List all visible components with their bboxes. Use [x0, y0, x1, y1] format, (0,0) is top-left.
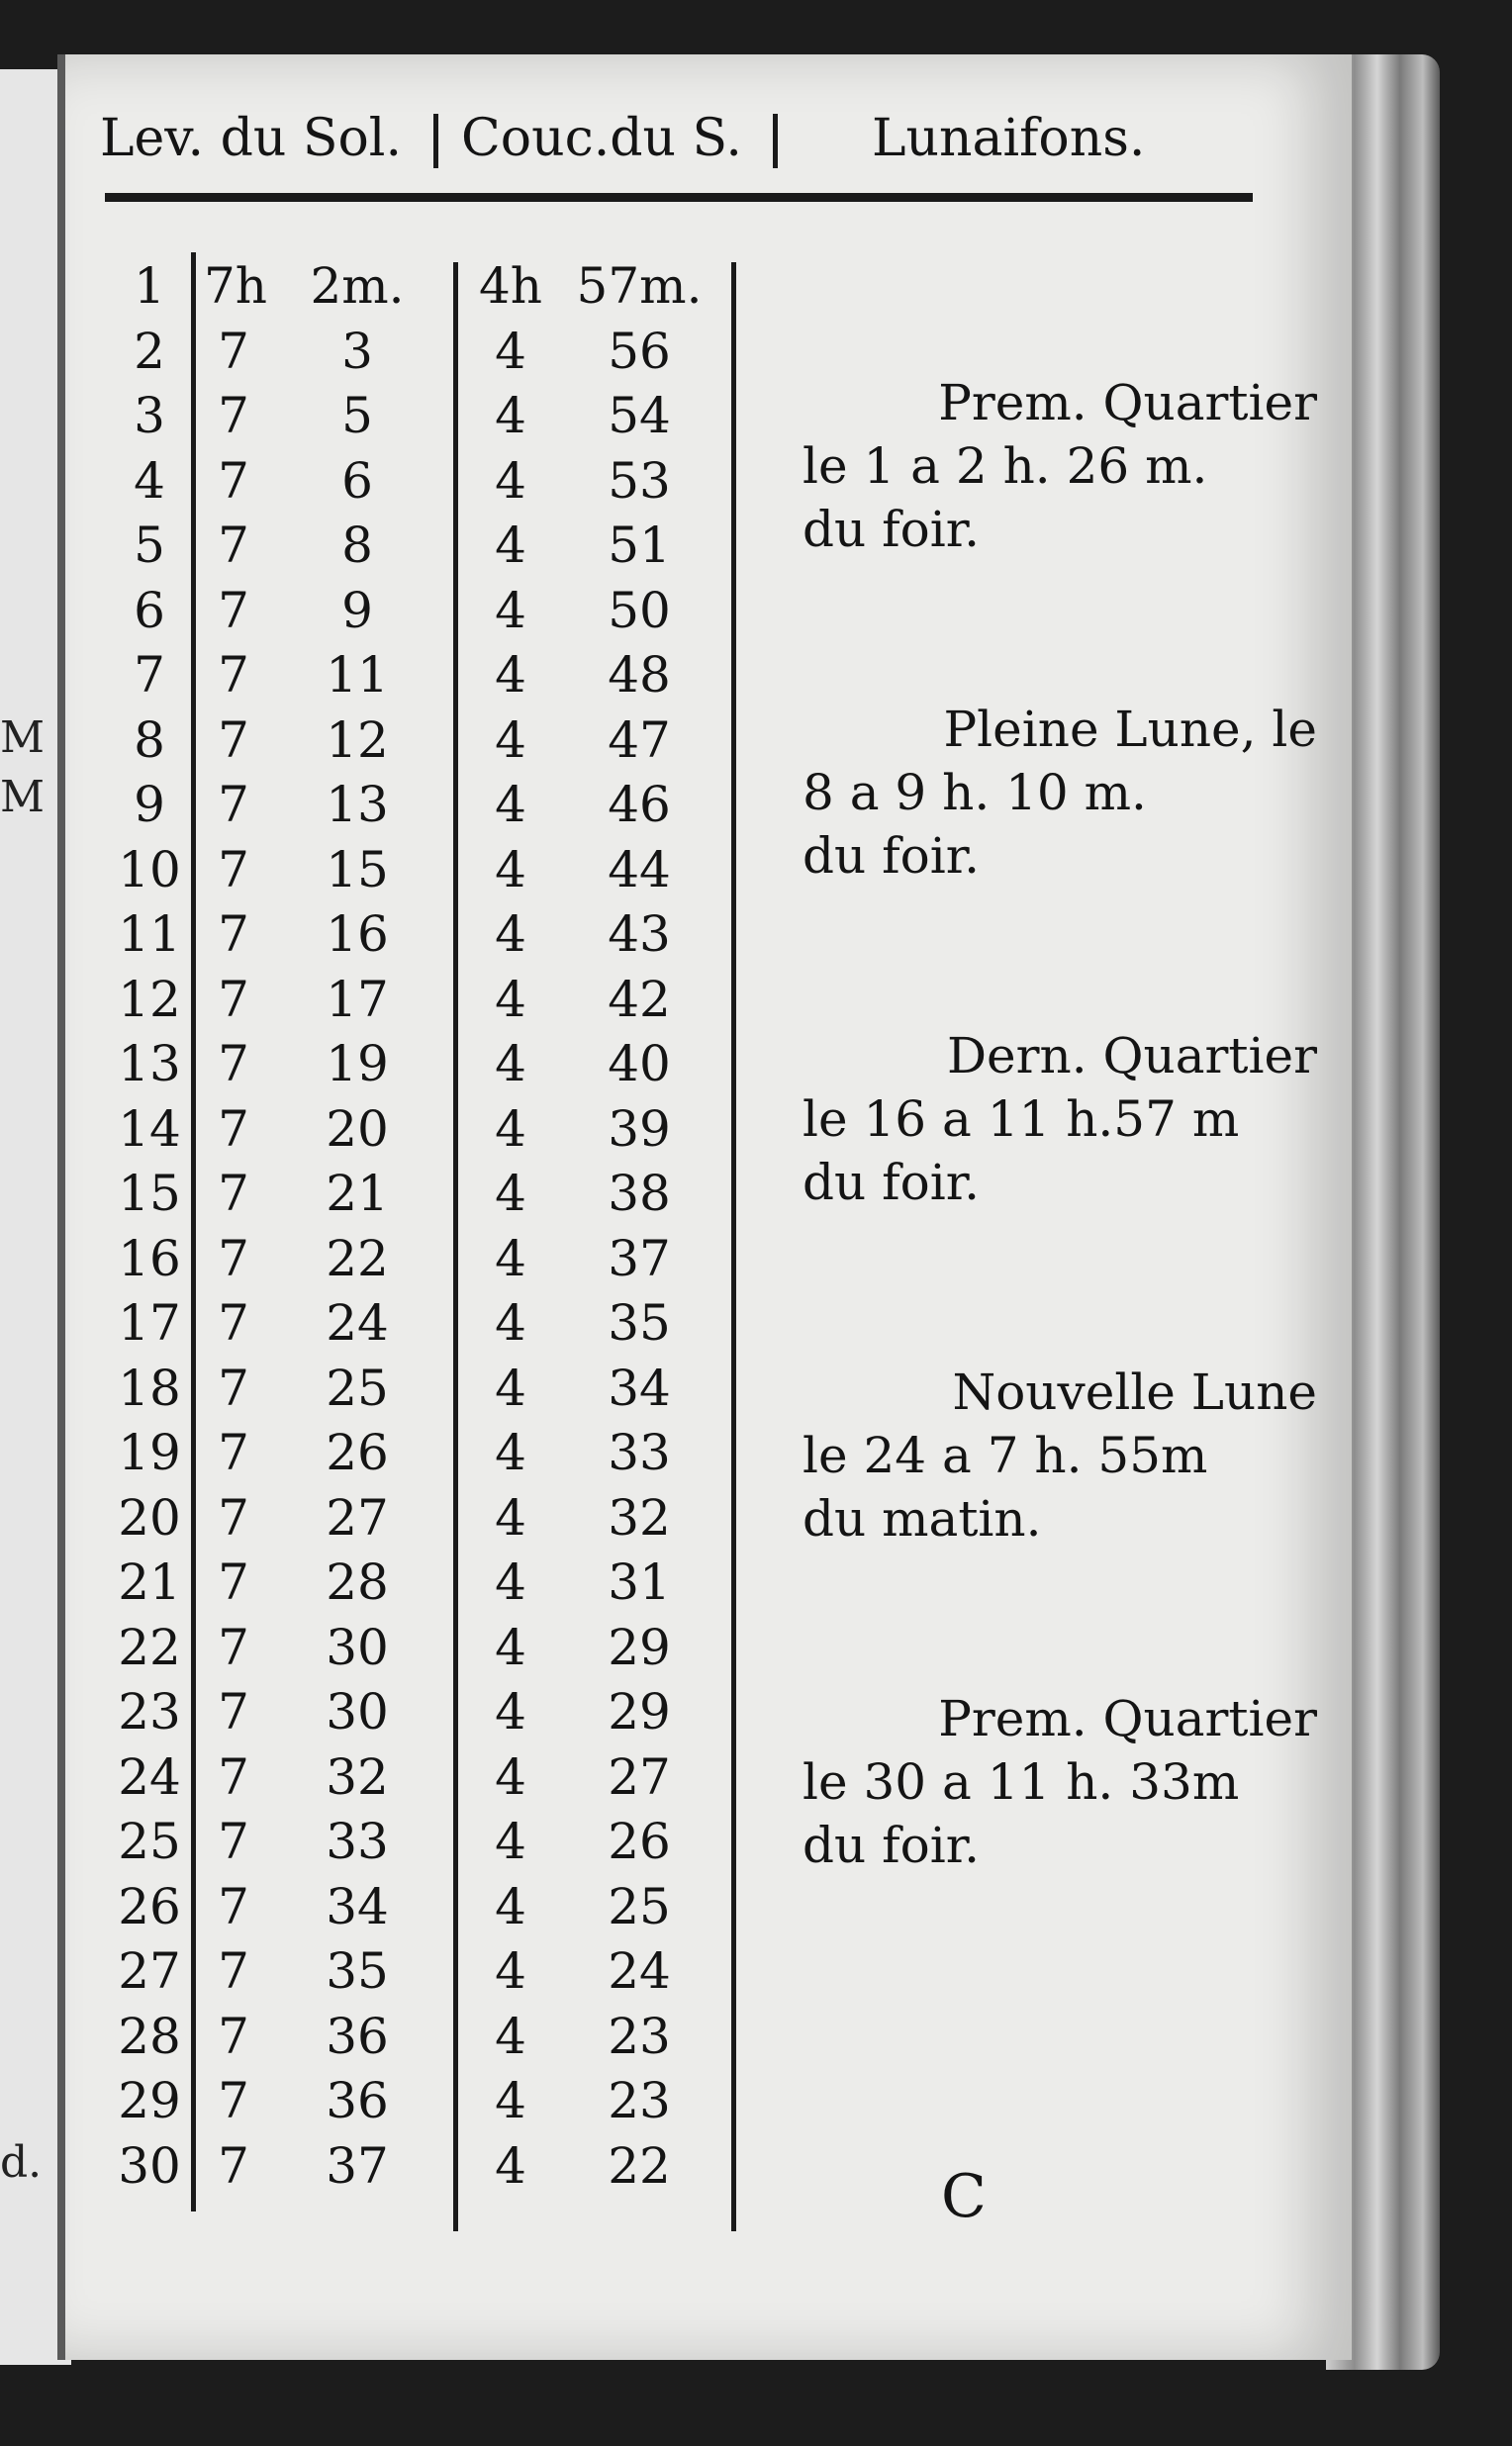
sunrise-hour: 7 — [218, 1294, 249, 1352]
table-row — [65, 1489, 758, 1553]
left-margin-letter: M — [0, 772, 46, 822]
sunset-hour: 4 — [495, 2072, 526, 2129]
sunset-minute: 57m. — [576, 257, 703, 315]
sunset-hour: 4h — [478, 257, 542, 315]
sunrise-hour: 7 — [218, 1747, 249, 1806]
phase-line: du foir. — [803, 1154, 981, 1211]
sunrise-minute: 13 — [326, 776, 389, 833]
sunrise-minute: 8 — [341, 517, 373, 574]
moon-phase-entry — [803, 1687, 1317, 1877]
table-row — [65, 711, 758, 776]
sunrise-minute: 30 — [326, 1618, 389, 1676]
phase-line: le 30 a 11 h. 33m — [803, 1753, 1240, 1811]
sunset-minute: 29 — [608, 1683, 671, 1740]
sunset-hour: 4 — [495, 710, 526, 769]
table-row — [65, 1878, 758, 1942]
sunset-minute: 51 — [608, 517, 671, 574]
sunset-hour: 4 — [495, 1683, 526, 1740]
sunrise-hour: 7 — [218, 387, 249, 444]
sunrise-minute: 34 — [326, 1877, 389, 1935]
table-row — [65, 646, 758, 710]
table-row — [65, 323, 758, 387]
table-row — [65, 2008, 758, 2072]
almanac-page — [57, 54, 1352, 2360]
sunset-minute: 46 — [608, 776, 671, 833]
table-row — [65, 452, 758, 517]
phase-title: Nouvelle Lune — [952, 1364, 1317, 1421]
header-moon-phases: Lunaifons. — [872, 109, 1146, 168]
sunrise-minute: 35 — [326, 1942, 389, 2000]
table-row — [65, 1683, 758, 1747]
day-number: 11 — [118, 905, 181, 963]
table-row — [65, 517, 758, 581]
day-number: 22 — [118, 1618, 181, 1676]
day-number: 30 — [118, 2136, 181, 2195]
sunrise-hour: 7 — [218, 646, 249, 704]
table-row — [65, 905, 758, 970]
table-row — [65, 257, 758, 322]
sunset-minute: 50 — [608, 581, 671, 639]
sunset-hour: 4 — [495, 1229, 526, 1287]
day-number: 18 — [118, 1359, 181, 1417]
day-number: 7 — [134, 646, 165, 704]
sunrise-minute: 28 — [326, 1553, 389, 1611]
sunset-minute: 54 — [608, 387, 671, 444]
sunrise-hour: 7 — [218, 1229, 249, 1287]
sunset-minute: 39 — [608, 1099, 671, 1158]
phase-title: Prem. Quartier — [938, 374, 1317, 431]
sunrise-minute: 16 — [326, 905, 389, 963]
day-number: 4 — [134, 451, 165, 510]
header-separator — [433, 114, 438, 168]
sunrise-minute: 20 — [326, 1099, 389, 1158]
sunset-minute: 23 — [608, 2007, 671, 2065]
table-row — [65, 1165, 758, 1229]
day-number: 3 — [134, 387, 165, 444]
sunrise-minute: 15 — [326, 840, 389, 898]
sunrise-minute: 3 — [341, 322, 373, 380]
phase-title: Dern. Quartier — [946, 1027, 1317, 1084]
sunset-hour: 4 — [495, 776, 526, 833]
sunrise-hour: 7 — [218, 1099, 249, 1158]
sunrise-minute: 25 — [326, 1359, 389, 1417]
sunset-hour: 4 — [495, 2007, 526, 2065]
table-row — [65, 971, 758, 1035]
sunset-hour: 4 — [495, 2136, 526, 2195]
sunrise-minute: 32 — [326, 1747, 389, 1806]
sunset-hour: 4 — [495, 1165, 526, 1222]
table-row — [65, 2137, 758, 2202]
sunset-minute: 22 — [608, 2136, 671, 2195]
sunset-minute: 27 — [608, 1747, 671, 1806]
sunrise-minute: 22 — [326, 1229, 389, 1287]
table-row — [65, 582, 758, 646]
sunrise-hour: 7 — [218, 1877, 249, 1935]
day-number: 1 — [134, 257, 165, 315]
day-number: 19 — [118, 1424, 181, 1481]
table-row — [65, 841, 758, 905]
day-number: 27 — [118, 1942, 181, 2000]
header-separator — [773, 114, 778, 168]
sunset-minute: 26 — [608, 1813, 671, 1870]
phase-line: le 16 a 11 h.57 m — [803, 1090, 1240, 1148]
sunrise-hour: 7 — [218, 581, 249, 639]
phase-line: 8 a 9 h. 10 m. — [803, 764, 1147, 821]
sunset-minute: 25 — [608, 1877, 671, 1935]
sunrise-hour: 7 — [218, 970, 249, 1028]
sunrise-minute: 30 — [326, 1683, 389, 1740]
sunrise-hour: 7 — [218, 710, 249, 769]
moon-phase-entry — [803, 1024, 1317, 1214]
sunrise-hour: 7 — [218, 1424, 249, 1481]
sunset-minute: 47 — [608, 710, 671, 769]
sunset-hour: 4 — [495, 1813, 526, 1870]
left-margin-letter: d. — [0, 2137, 43, 2188]
day-number: 24 — [118, 1747, 181, 1806]
sunrise-hour: 7 — [218, 776, 249, 833]
sunrise-minute: 2m. — [310, 257, 405, 315]
phase-title: Pleine Lune, le — [943, 701, 1317, 758]
sunrise-minute: 6 — [341, 451, 373, 510]
moon-phase-entry — [803, 698, 1317, 888]
sunrise-hour: 7 — [218, 1813, 249, 1870]
sunset-minute: 35 — [608, 1294, 671, 1352]
day-number: 2 — [134, 322, 165, 380]
left-margin-letter: M — [0, 712, 46, 763]
table-row — [65, 1424, 758, 1488]
sunrise-hour: 7 — [218, 2136, 249, 2195]
sunrise-hour: 7 — [218, 451, 249, 510]
phase-line: du foir. — [803, 501, 981, 558]
sunset-minute: 23 — [608, 2072, 671, 2129]
sunset-minute: 29 — [608, 1618, 671, 1676]
header-rule — [105, 193, 1253, 202]
table-row — [65, 1553, 758, 1618]
sunrise-minute: 12 — [326, 710, 389, 769]
sunset-hour: 4 — [495, 905, 526, 963]
sunrise-minute: 36 — [326, 2072, 389, 2129]
signature-mark: C — [941, 2162, 987, 2231]
phase-line: le 1 a 2 h. 26 m. — [803, 437, 1208, 495]
sunset-minute: 48 — [608, 646, 671, 704]
table-row — [65, 1100, 758, 1165]
table-row — [65, 1035, 758, 1099]
phase-title: Prem. Quartier — [938, 1690, 1317, 1747]
sunset-minute: 31 — [608, 1553, 671, 1611]
sunrise-minute: 33 — [326, 1813, 389, 1870]
sunset-hour: 4 — [495, 1747, 526, 1806]
sunset-hour: 4 — [495, 1294, 526, 1352]
day-number: 16 — [118, 1229, 181, 1287]
table-row — [65, 387, 758, 451]
sunset-hour: 4 — [495, 1942, 526, 2000]
sunset-minute: 56 — [608, 322, 671, 380]
table-row — [65, 776, 758, 840]
sunset-hour: 4 — [495, 1099, 526, 1158]
table-row — [65, 2072, 758, 2136]
sunrise-minute: 21 — [326, 1165, 389, 1222]
sunrise-hour: 7 — [218, 322, 249, 380]
sunset-minute: 32 — [608, 1488, 671, 1547]
sunset-minute: 40 — [608, 1035, 671, 1092]
sunset-minute: 37 — [608, 1229, 671, 1287]
sunset-hour: 4 — [495, 1424, 526, 1481]
table-row — [65, 1360, 758, 1424]
sunrise-hour: 7 — [218, 1035, 249, 1092]
sunrise-hour: 7 — [218, 1488, 249, 1547]
table-row — [65, 1813, 758, 1877]
moon-phase-entry — [803, 1361, 1317, 1551]
sunset-hour: 4 — [495, 1359, 526, 1417]
sunrise-hour: 7 — [218, 1683, 249, 1740]
sunrise-hour: 7 — [218, 1165, 249, 1222]
sunset-hour: 4 — [495, 1618, 526, 1676]
table-row — [65, 1748, 758, 1813]
day-number: 5 — [134, 517, 165, 574]
day-number: 20 — [118, 1488, 181, 1547]
sunset-minute: 24 — [608, 1942, 671, 2000]
sunrise-minute: 27 — [326, 1488, 389, 1547]
sunrise-hour: 7 — [218, 1359, 249, 1417]
table-row — [65, 1294, 758, 1359]
sunset-hour: 4 — [495, 646, 526, 704]
sunset-minute: 42 — [608, 970, 671, 1028]
table-row — [65, 1230, 758, 1294]
sunrise-minute: 36 — [326, 2007, 389, 2065]
day-number: 10 — [118, 840, 181, 898]
sunset-hour: 4 — [495, 387, 526, 444]
day-number: 13 — [118, 1035, 181, 1092]
sunrise-minute: 19 — [326, 1035, 389, 1092]
phase-line: du foir. — [803, 1817, 981, 1874]
sunset-hour: 4 — [495, 1553, 526, 1611]
header-sunrise: Lev. du Sol. — [100, 109, 402, 168]
day-number: 21 — [118, 1553, 181, 1611]
sunrise-hour: 7 — [218, 517, 249, 574]
day-number: 8 — [134, 710, 165, 769]
sunset-minute: 38 — [608, 1165, 671, 1222]
phase-line: du foir. — [803, 827, 981, 885]
day-number: 28 — [118, 2007, 181, 2065]
sunrise-hour: 7 — [218, 2072, 249, 2129]
sunset-minute: 53 — [608, 451, 671, 510]
sunset-hour: 4 — [495, 451, 526, 510]
sunset-minute: 33 — [608, 1424, 671, 1481]
sunrise-minute: 26 — [326, 1424, 389, 1481]
sunset-hour: 4 — [495, 322, 526, 380]
sunrise-minute: 11 — [326, 646, 389, 704]
day-number: 12 — [118, 970, 181, 1028]
sunset-hour: 4 — [495, 1877, 526, 1935]
sunrise-minute: 24 — [326, 1294, 389, 1352]
sunset-hour: 4 — [495, 517, 526, 574]
phase-line: du matin. — [803, 1490, 1042, 1548]
sunset-minute: 43 — [608, 905, 671, 963]
sunset-hour: 4 — [495, 970, 526, 1028]
sunset-minute: 34 — [608, 1359, 671, 1417]
day-number: 17 — [118, 1294, 181, 1352]
day-number: 25 — [118, 1813, 181, 1870]
sunrise-hour: 7h — [204, 257, 268, 315]
sunset-minute: 44 — [608, 840, 671, 898]
day-number: 26 — [118, 1877, 181, 1935]
sunrise-minute: 17 — [326, 970, 389, 1028]
table-row — [65, 1619, 758, 1683]
sunrise-hour: 7 — [218, 840, 249, 898]
day-number: 6 — [134, 581, 165, 639]
sunrise-hour: 7 — [218, 1553, 249, 1611]
day-number: 15 — [118, 1165, 181, 1222]
day-number: 9 — [134, 776, 165, 833]
sunrise-hour: 7 — [218, 2007, 249, 2065]
sunrise-minute: 5 — [341, 387, 373, 444]
table-row — [65, 1942, 758, 2007]
day-number: 14 — [118, 1099, 181, 1158]
sunrise-minute: 37 — [326, 2136, 389, 2195]
header-sunset: Couc.du S. — [461, 109, 742, 168]
phase-line: le 24 a 7 h. 55m — [803, 1427, 1208, 1484]
day-number: 29 — [118, 2072, 181, 2129]
sunrise-hour: 7 — [218, 905, 249, 963]
sunset-hour: 4 — [495, 581, 526, 639]
sunset-hour: 4 — [495, 840, 526, 898]
day-number: 23 — [118, 1683, 181, 1740]
sunrise-hour: 7 — [218, 1618, 249, 1676]
moon-phase-entry — [803, 371, 1317, 561]
sunset-hour: 4 — [495, 1035, 526, 1092]
sunrise-hour: 7 — [218, 1942, 249, 2000]
sunrise-minute: 9 — [341, 581, 373, 639]
sunset-hour: 4 — [495, 1488, 526, 1547]
